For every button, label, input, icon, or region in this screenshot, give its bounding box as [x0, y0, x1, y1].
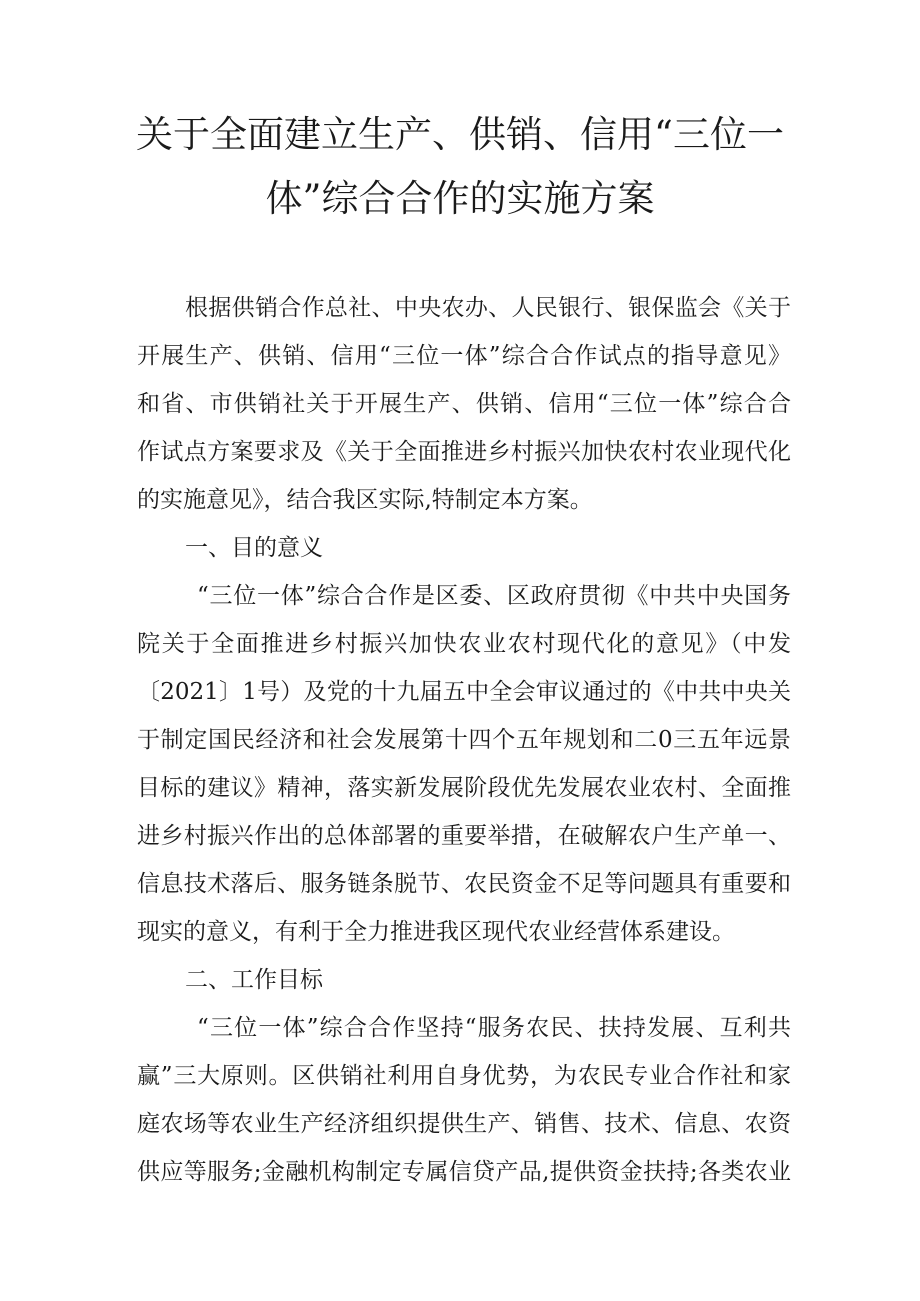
paragraph-1-line-5: 的实施意见》，结合我区实际,特制定本方案。: [137, 487, 593, 513]
section-2-heading: 二、工作目标: [185, 967, 323, 993]
paragraph-2-line-3: 〔2021〕1号）及党的十九届五中全会审议通过的《中共中央关: [137, 679, 791, 705]
paragraph-1-line-4: 作试点方案要求及《关于全面推进乡村振兴加快农村农业现代化: [137, 439, 791, 465]
paragraph-3-line-1: “三位一体”综合合作坚持“服务农民、扶持发展、互利共: [197, 1015, 791, 1041]
paragraph-3-line-2: 赢”三大原则。区供销社利用自身优势，为农民专业合作社和家: [137, 1063, 791, 1089]
paragraph-2-line-6: 进乡村振兴作出的总体部署的重要举措，在破解农户生产单一、: [137, 823, 791, 849]
paragraph-2-line-5: 目标的建议》精神，落实新发展阶段优先发展农业农村、全面推: [137, 775, 791, 801]
paragraph-1-line-1: 根据供销合作总社、中央农办、人民银行、银保监会《关于: [185, 295, 791, 321]
paragraph-2-line-2: 院关于全面推进乡村振兴加快农业农村现代化的意见》（中发: [137, 631, 791, 657]
paragraph-1-line-3: 和省、市供销社关于开展生产、供销、信用“三位一体”综合合: [137, 391, 791, 417]
paragraph-2-line-8: 现实的意义，有利于全力推进我区现代农业经营体系建设。: [137, 919, 735, 945]
paragraph-3-line-4: 供应等服务;金融机构制定专属信贷产品,提供资金扶持;各类农业: [137, 1159, 791, 1185]
section-1-heading: 一、目的意义: [185, 535, 323, 561]
paragraph-1-line-2: 开展生产、供销、信用“三位一体”综合合作试点的指导意见》: [137, 343, 791, 369]
paragraph-2-line-7: 信息技术落后、服务链条脱节、农民资金不足等问题具有重要和: [137, 871, 791, 897]
document-title-line-1: 关于全面建立生产、供销、信用“三位一: [136, 113, 784, 156]
paragraph-2-line-4: 于制定国民经济和社会发展第十四个五年规划和二0三五年远景: [137, 727, 791, 753]
paragraph-3-line-3: 庭农场等农业生产经济组织提供生产、销售、技术、信息、农资: [137, 1111, 791, 1137]
paragraph-2-line-1: “三位一体”综合合作是区委、区政府贯彻《中共中央国务: [197, 583, 791, 609]
document-title-line-2: 体”综合合作的实施方案: [265, 177, 655, 220]
